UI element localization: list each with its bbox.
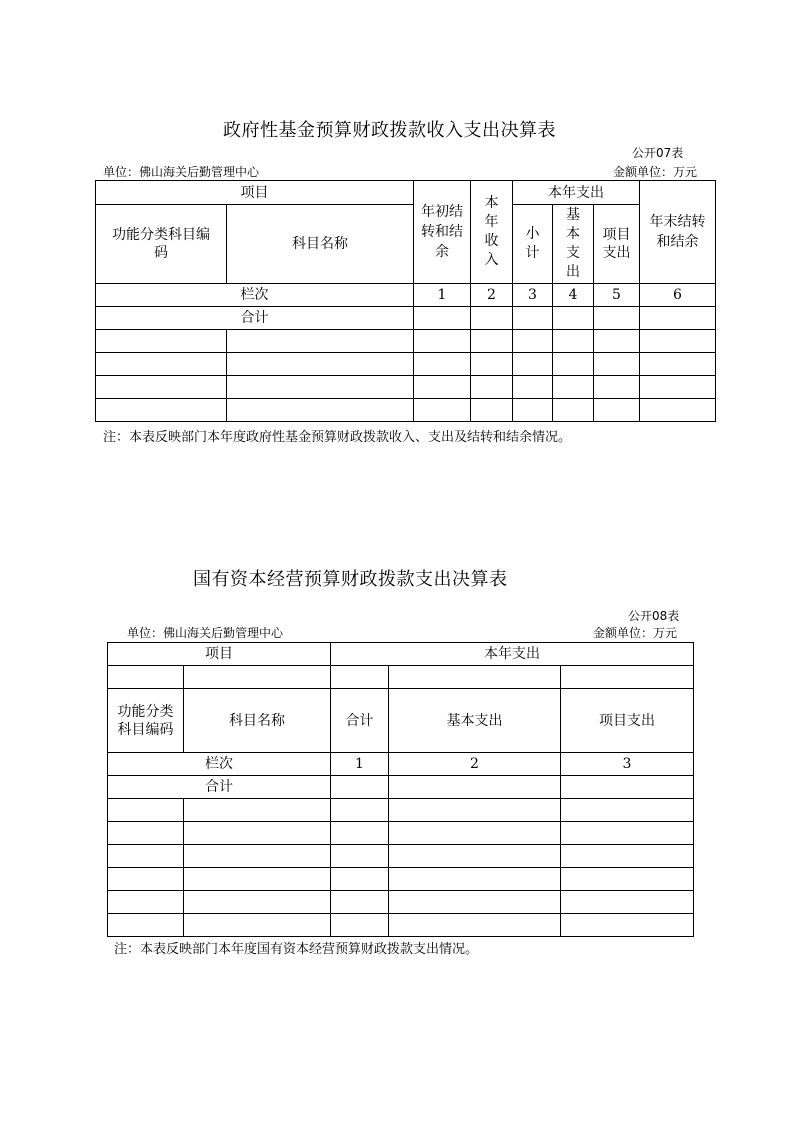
table08-unit: 单位：佛山海关后勤管理中心 <box>127 626 284 640</box>
table08-header-func-code: 功能分类科目编码 <box>108 689 184 753</box>
table-row <box>108 822 694 845</box>
table08-title: 国有资本经营预算财政拨款支出决算表 <box>193 569 508 590</box>
table08-header-total: 合计 <box>331 689 389 753</box>
table07-col-row-label: 栏次 <box>96 284 414 307</box>
table07-amount-unit: 金额单位：万元 <box>613 165 698 179</box>
table08-col-number: 3 <box>561 753 694 776</box>
table08-header-basic-expense: 基本支出 <box>389 689 561 753</box>
table-cell <box>640 307 716 330</box>
table08-total-label: 合计 <box>108 776 331 799</box>
table08-col-number: 1 <box>331 753 389 776</box>
table08-grid <box>107 642 694 937</box>
table07-header-ending-balance: 年末结转和结余 <box>640 181 716 284</box>
table07-header-project-expense: 项目支出 <box>594 205 640 284</box>
table-row <box>96 353 716 376</box>
table08-note: 注：本表反映部门本年度国有资本经营预算财政拨款支出情况。 <box>114 942 479 957</box>
table-cell <box>414 307 471 330</box>
table07-col-number: 3 <box>513 284 553 307</box>
table-cell <box>513 307 553 330</box>
table08-header-project-expense: 项目支出 <box>561 689 694 753</box>
table07-header-item: 项目 <box>96 181 414 205</box>
table-cell <box>561 776 694 799</box>
table08-code: 公开08表 <box>628 609 680 623</box>
table-row <box>108 845 694 868</box>
table08-header-subject-name: 科目名称 <box>184 689 331 753</box>
table07-header-current-income: 本年收入 <box>471 181 513 284</box>
table08-col-number: 2 <box>389 753 561 776</box>
table07-col-number: 1 <box>414 284 471 307</box>
table-cell <box>553 307 594 330</box>
table-row <box>108 868 694 891</box>
table-cell <box>331 776 389 799</box>
table07-unit: 单位：佛山海关后勤管理中心 <box>103 165 260 179</box>
table07-code: 公开07表 <box>632 146 684 160</box>
table-row <box>108 799 694 822</box>
table07-note: 注：本表反映部门本年度政府性基金预算财政拨款收入、支出及结转和结余情况。 <box>103 430 572 445</box>
table07-col-number: 2 <box>471 284 513 307</box>
table07-total-label: 合计 <box>96 307 414 330</box>
table-row <box>96 376 716 399</box>
table07-header-current-expense: 本年支出 <box>513 181 640 205</box>
table08-col-row-label: 栏次 <box>108 753 331 776</box>
table08-header-item: 项目 <box>108 643 331 666</box>
table08-amount-unit: 金额单位：万元 <box>593 626 678 640</box>
table07-col-number: 5 <box>594 284 640 307</box>
table07-header-subtotal: 小计 <box>513 205 553 284</box>
table-row <box>108 914 694 937</box>
table-row <box>108 891 694 914</box>
table-row <box>96 399 716 422</box>
table07-title: 政府性基金预算财政拨款收入支出决算表 <box>223 120 556 141</box>
table07-header-basic-expense: 基本支出 <box>553 205 594 284</box>
table07-col-number: 4 <box>553 284 594 307</box>
table08-header-current-expense: 本年支出 <box>331 643 694 666</box>
table07-header-beginning-balance: 年初结转和结余 <box>414 181 471 284</box>
table07-header-subject-name: 科目名称 <box>227 205 414 284</box>
table07-col-number: 6 <box>640 284 716 307</box>
table-cell <box>389 776 561 799</box>
table-cell <box>471 307 513 330</box>
table-row <box>96 330 716 353</box>
table07-header-func-code: 功能分类科目编码 <box>96 205 227 284</box>
table07-grid <box>95 180 716 422</box>
table-cell <box>594 307 640 330</box>
